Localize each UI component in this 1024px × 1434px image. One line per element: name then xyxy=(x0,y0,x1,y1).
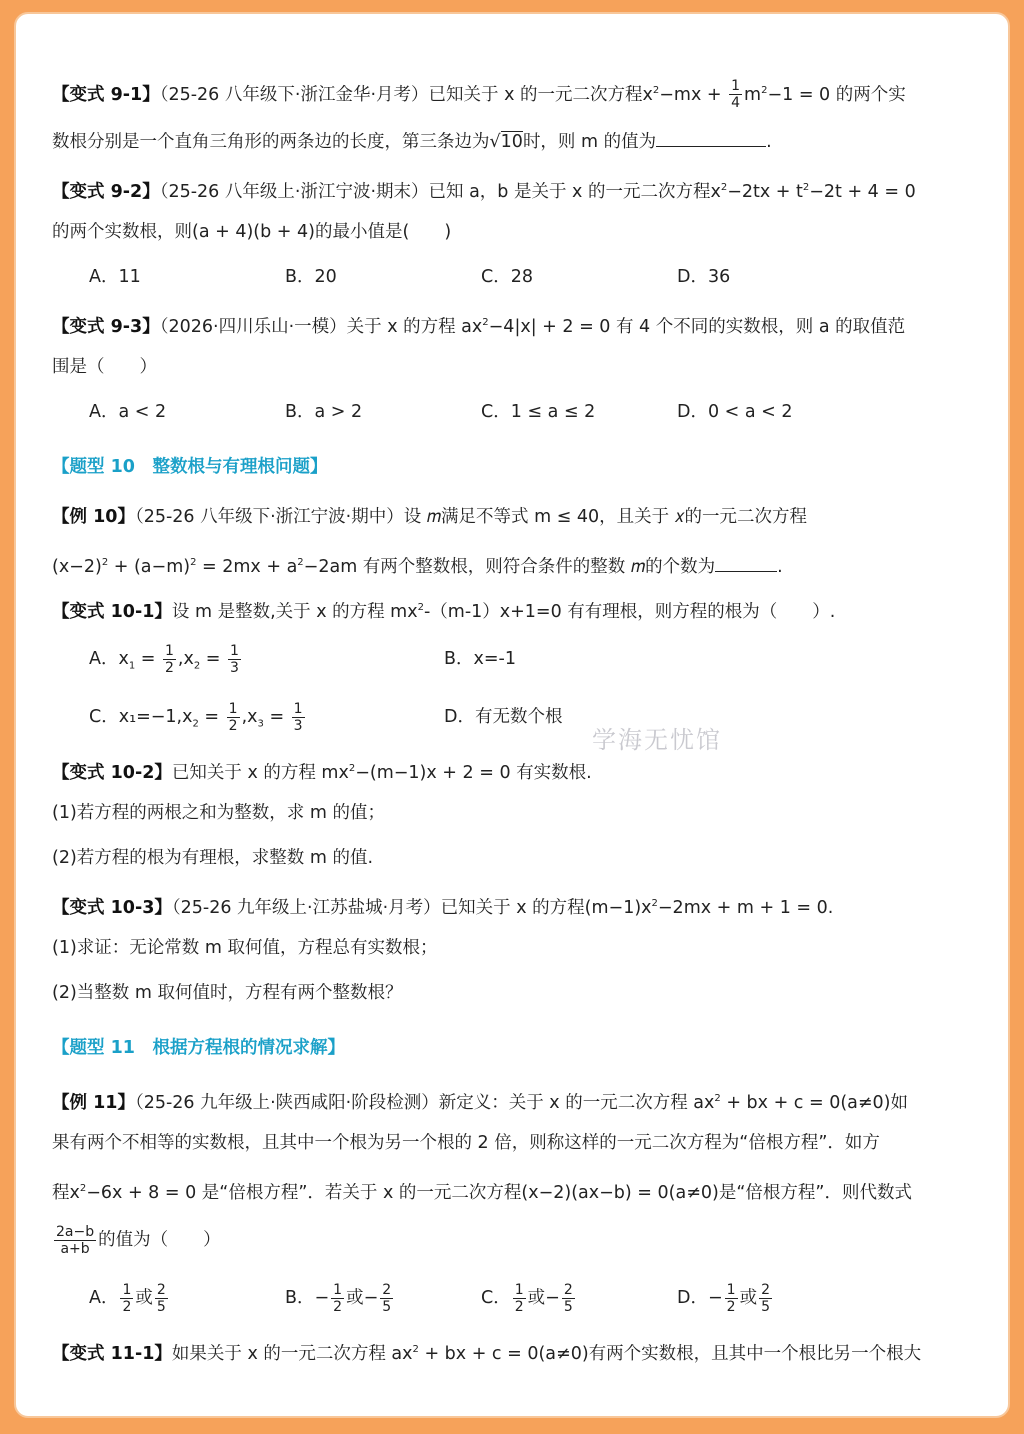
example-11-line4 xyxy=(52,1211,976,1269)
problem-tag: 【变式 11-1】 xyxy=(52,1343,172,1364)
superscript: 2 xyxy=(297,557,304,568)
option-c[interactable]: C．1 ≤ a ≤ 2 xyxy=(481,402,596,422)
problem-9-2-line1 xyxy=(52,165,976,210)
document-sheet xyxy=(14,12,1010,1418)
problem-text: + bx + c = 0(a≠0)有两个实数根，且其中一个根比另一个根大 xyxy=(418,1343,922,1364)
problem-text: −(m−1)x + 2 = 0 有实数根. xyxy=(355,762,592,783)
superscript: 2 xyxy=(482,317,489,328)
problem-9-1-line2 xyxy=(52,120,976,165)
problem-text: −2mx + m + 1 = 0. xyxy=(657,897,834,918)
problem-10-3-line1 xyxy=(52,881,976,926)
problem-text: （25-26 九年级上·江苏盐城·月考）已知关于 x 的方程(m−1)x xyxy=(171,897,652,918)
problem-9-3-line2: 围是（ ） xyxy=(52,357,157,377)
problem-text: 已知关于 x 的方程 mx xyxy=(171,762,349,783)
problem-text: （25-26 八年级下·浙江宁波·期中）设 𝑚满足不等式 m ≤ 40，且关于 𝑥的一元二次方程 xyxy=(134,507,807,527)
fraction: $\frac{1}{4}$ xyxy=(731,78,741,112)
option-c[interactable]: C．28 xyxy=(481,267,533,287)
problem-text: = 2mx + a xyxy=(196,556,298,577)
option-b[interactable]: B．a > 2 xyxy=(285,402,363,422)
superscript: 2 xyxy=(101,557,109,568)
problem-text: −4|x| + 2 = 0 有 4 个不同的实数根，则 a 的取值范 xyxy=(488,316,906,337)
problem-11-1-line1 xyxy=(52,1327,976,1372)
problem-text: （25-26 八年级下·浙江金华·月考）已知关于 x 的一元二次方程x xyxy=(159,84,653,105)
watermark: 学海无忧馆 xyxy=(592,726,722,754)
problem-text: −mx + xyxy=(659,84,728,105)
problem-text: 程x xyxy=(52,1182,80,1203)
problem-text: m xyxy=(744,84,762,105)
problem-text: (x−2) xyxy=(52,556,102,577)
problem-text: −2am 有两个整数根，则符合条件的整数 𝑚的个数为 xyxy=(303,556,716,577)
problem-text: −6x + 8 = 0 是“倍根方程”．若关于 x 的一元二次方程(x−2)(ax−b) = 0(a≠0)是“倍根方程”．则代数式 xyxy=(86,1182,912,1203)
problem-10-1-line1 xyxy=(52,585,976,630)
problem-10-2-line1 xyxy=(52,746,976,791)
problem-text: + bx + c = 0(a≠0)如 xyxy=(720,1092,909,1113)
period: . xyxy=(777,556,783,577)
option-c[interactable]: C． $\frac{1}{2}$ 或− $\frac{2}{5}$ xyxy=(481,1281,573,1315)
problem-tag: 【变式 10-1】 xyxy=(52,601,172,622)
problem-10-2-q2: (2)若方程的根为有理根，求整数 m 的值. xyxy=(52,848,374,868)
problem-tag: 【变式 9-3】 xyxy=(52,316,160,337)
superscript: 2 xyxy=(417,602,424,613)
sqrt-value: 10 xyxy=(500,132,523,152)
problem-10-3-q2: (2)当整数 m 取何值时，方程有两个整数根？ xyxy=(52,983,403,1003)
option-a[interactable]: A．11 xyxy=(89,267,141,287)
option-b[interactable]: B．20 xyxy=(285,267,337,287)
problem-text: （25-26 九年级上·陕西咸阳·阶段检测）新定义：关于 x 的一元二次方程 ax xyxy=(134,1092,715,1113)
fraction: $\frac{2a-b}{a+b}$ xyxy=(56,1223,95,1257)
problem-text: −1 = 0 的两个实 xyxy=(767,84,906,105)
option-d[interactable]: D．− $\frac{1}{2}$ 或 $\frac{2}{5}$ xyxy=(677,1281,770,1315)
option-a[interactable]: A． $\frac{1}{2}$ 或 $\frac{2}{5}$ xyxy=(89,1281,166,1315)
superscript: 2 xyxy=(720,182,728,193)
options-9-3 xyxy=(52,390,976,435)
options-9-2 xyxy=(52,255,976,300)
options-10-1-row2 xyxy=(52,688,976,746)
superscript: 2 xyxy=(190,557,197,568)
problem-text: -（m-1）x+1=0 有有理根，则方程的根为（ ）. xyxy=(423,601,836,622)
superscript: 2 xyxy=(348,763,356,774)
problem-9-3-line1 xyxy=(52,300,976,345)
example-11-line1 xyxy=(52,1076,976,1121)
option-d[interactable]: D．36 xyxy=(677,267,731,287)
problem-tag: 【变式 9-1】 xyxy=(52,84,160,105)
problem-text: 数根分别是一个直角三角形的两条边的长度，第三条边为 xyxy=(52,132,490,152)
section-heading-type-11: 【题型 11 根据方程根的情况求解】 xyxy=(52,1038,345,1058)
problem-text: （2026·四川乐山·一模）关于 x 的方程 ax xyxy=(159,316,483,337)
superscript: 2 xyxy=(802,182,810,193)
options-11 xyxy=(52,1269,976,1327)
problem-tag: 【例 11】 xyxy=(52,1092,135,1113)
problem-10-3-q1: (1)求证：无论常数 m 取何值，方程总有实数根； xyxy=(52,938,438,958)
option-b[interactable]: B．x=-1 xyxy=(444,649,516,669)
superscript: 2 xyxy=(714,1093,721,1104)
option-a[interactable]: A．a < 2 xyxy=(89,402,167,422)
problem-tag: 【例 10】 xyxy=(52,507,135,527)
option-c[interactable]: C．$x_1=-1,x_2$ = $\frac{1}{2}$ $,x_3$ = $\frac{1}{3}$ xyxy=(89,700,303,734)
problem-text: 的值为（ ） xyxy=(98,1230,221,1250)
problem-tag: 【变式 9-2】 xyxy=(52,181,160,202)
problem-tag: 【变式 10-2】 xyxy=(52,762,172,783)
example-11-line3 xyxy=(52,1166,976,1211)
option-d[interactable]: D．有无数个根 xyxy=(444,707,563,727)
option-d[interactable]: D．0 < a < 2 xyxy=(677,402,793,422)
problem-text: −2tx + t xyxy=(727,181,803,202)
problem-text: （25-26 八年级上·浙江宁波·期末）已知 a，b 是关于 x 的一元二次方程x xyxy=(159,181,721,202)
problem-text: 如果关于 x 的一元二次方程 ax xyxy=(171,1343,413,1364)
example-10-line1 xyxy=(52,495,976,540)
options-10-1-row1 xyxy=(52,630,976,688)
example-10-line2 xyxy=(52,540,976,585)
example-11-line2: 果有两个不相等的实数根，且其中一个根为另一个根的 2 倍，则称这样的一元二次方程为“倍根方程”．如方 xyxy=(52,1133,880,1153)
problem-10-2-q1: (1)若方程的两根之和为整数，求 m 的值； xyxy=(52,803,385,823)
section-heading-type-10: 【题型 10 整数根与有理根问题】 xyxy=(52,457,328,477)
superscript: 2 xyxy=(652,85,660,96)
sqrt-sign: √ xyxy=(489,132,501,152)
superscript: 2 xyxy=(412,1344,419,1355)
superscript: 2 xyxy=(79,1183,87,1194)
problem-text: 设 m 是整数,关于 x 的方程 mx xyxy=(171,601,418,622)
problem-9-1-line1 xyxy=(52,62,976,120)
problem-tag: 【变式 10-3】 xyxy=(52,897,172,918)
option-a[interactable]: A．$x_1$ = $\frac{1}{2}$ $,x_2$ = $\frac{1}{3}$ xyxy=(89,642,239,676)
problem-text: 时，则 m 的值为 xyxy=(522,132,657,152)
superscript: 2 xyxy=(651,898,658,909)
document-content xyxy=(52,76,976,1372)
option-b[interactable]: B．− $\frac{1}{2}$ 或− $\frac{2}{5}$ xyxy=(285,1281,392,1315)
superscript: 2 xyxy=(761,85,768,96)
period: . xyxy=(766,132,772,152)
problem-text: −2t + 4 = 0 xyxy=(809,181,916,202)
problem-9-2-line2: 的两个实数根，则(a + 4)(b + 4)的最小值是( ) xyxy=(52,222,452,242)
answer-blank[interactable] xyxy=(715,570,777,572)
problem-text: + (a−m) xyxy=(108,556,191,577)
answer-blank[interactable] xyxy=(656,145,766,147)
